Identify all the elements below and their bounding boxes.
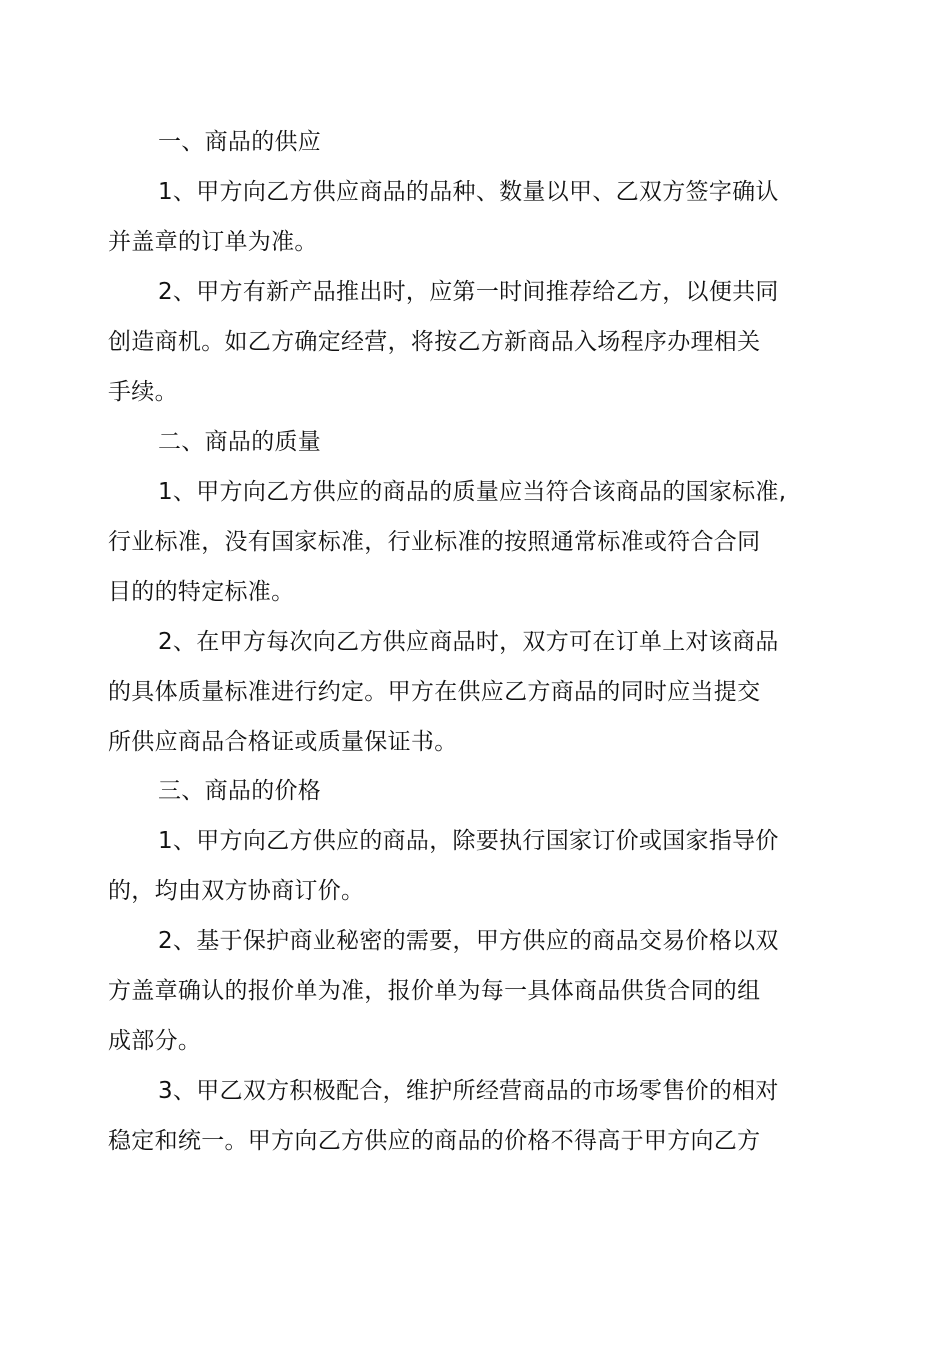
section-heading-supply: 一、商品的供应 — [158, 129, 322, 155]
paragraph-line: 行业标准，没有国家标准，行业标准的按照通常标准或符合合同 — [108, 529, 761, 555]
paragraph-line: 2、甲方有新产品推出时，应第一时间推荐给乙方，以便共同 — [158, 279, 779, 305]
paragraph-line: 3、甲乙双方积极配合，维护所经营商品的市场零售价的相对 — [158, 1078, 779, 1104]
paragraph-line: 成部分。 — [108, 1028, 202, 1054]
paragraph-line: 的具体质量标准进行约定。甲方在供应乙方商品的同时应当提交 — [108, 679, 761, 705]
paragraph-line: 创造商机。如乙方确定经营，将按乙方新商品入场程序办理相关 — [108, 329, 761, 355]
paragraph-line: 的，均由双方协商订价。 — [108, 878, 365, 904]
section-heading-price: 三、商品的价格 — [158, 778, 322, 804]
paragraph-line: 目的的特定标准。 — [108, 579, 295, 605]
paragraph-line: 并盖章的订单为准。 — [108, 229, 318, 255]
paragraph-line: 2、在甲方每次向乙方供应商品时，双方可在订单上对该商品 — [158, 629, 779, 655]
paragraph-line: 方盖章确认的报价单为准，报价单为每一具体商品供货合同的组 — [108, 978, 761, 1004]
paragraph-line: 1、甲方向乙方供应的商品，除要执行国家订价或国家指导价 — [158, 828, 779, 854]
paragraph-line: 1、甲方向乙方供应的商品的质量应当符合该商品的国家标准, — [158, 479, 787, 505]
paragraph-line: 1、甲方向乙方供应商品的品种、数量以甲、乙双方签字确认 — [158, 179, 779, 205]
section-heading-quality: 二、商品的质量 — [158, 429, 322, 455]
paragraph-line: 所供应商品合格证或质量保证书。 — [108, 729, 458, 755]
paragraph-line: 手续。 — [108, 379, 178, 405]
paragraph-line: 2、基于保护商业秘密的需要，甲方供应的商品交易价格以双 — [158, 928, 779, 954]
paragraph-line: 稳定和统一。甲方向乙方供应的商品的价格不得高于甲方向乙方 — [108, 1128, 761, 1154]
